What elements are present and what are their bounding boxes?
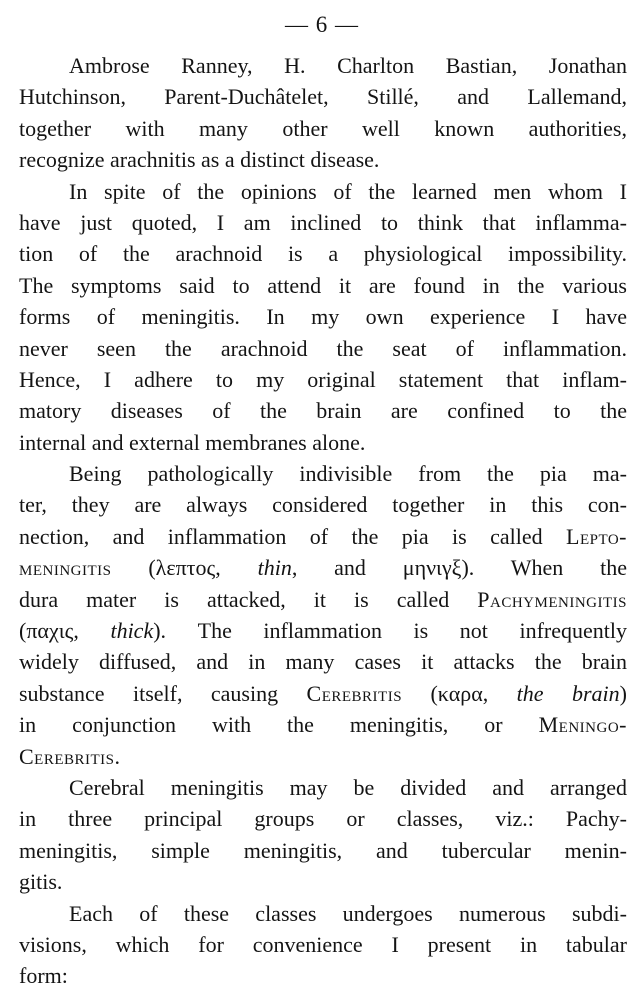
text-line bbox=[19, 960, 627, 991]
text-line bbox=[19, 50, 627, 81]
small-caps-term: Meningo- bbox=[538, 712, 627, 738]
small-caps-term: Cerebritis bbox=[19, 743, 115, 769]
text-run: Ambrose Ranney, H. Charlton Bastian, Jonathan bbox=[69, 53, 627, 78]
text-line bbox=[19, 709, 627, 740]
text-line bbox=[19, 803, 627, 834]
italic-term: thick bbox=[110, 618, 154, 644]
text-run: widely diffused, and in many cases it attacks the brain bbox=[19, 649, 627, 675]
text-line bbox=[19, 395, 627, 426]
text-run: nection, and inflammation of the pia is called bbox=[19, 523, 566, 549]
text-line bbox=[19, 113, 627, 144]
small-caps-term: Cerebritis bbox=[306, 680, 403, 706]
text-line bbox=[19, 646, 627, 677]
text-run: Cerebral meningitis may be divided and arranged bbox=[69, 774, 627, 800]
text-run: together with many other well known authorities, bbox=[19, 115, 627, 141]
text-run: in three principal groups or classes, viz.: Pachy- bbox=[19, 806, 627, 832]
text-run: have just quoted, I am inclined to think that inflamma- bbox=[19, 209, 627, 235]
text-run: gitis. bbox=[19, 869, 63, 895]
text-line bbox=[19, 521, 627, 552]
body-text bbox=[19, 50, 627, 992]
paragraph bbox=[19, 772, 627, 898]
text-line bbox=[19, 144, 627, 175]
text-run: The symptoms said to attend it are found in the various bbox=[19, 272, 627, 298]
text-line bbox=[19, 489, 627, 520]
text-run: substance itself, causing bbox=[19, 680, 307, 706]
italic-term: thin bbox=[257, 555, 292, 581]
text-line bbox=[19, 364, 627, 395]
text-line bbox=[19, 741, 627, 772]
text-run: ter, they are always considered together in this con- bbox=[19, 492, 627, 518]
text-line bbox=[19, 301, 627, 332]
text-run: ) bbox=[619, 680, 627, 706]
text-run: (λεπτος, bbox=[111, 555, 258, 581]
text-line bbox=[19, 678, 627, 709]
small-caps-term: meningitis bbox=[19, 555, 112, 581]
text-run: in conjunction with the meningitis, or bbox=[19, 712, 539, 738]
text-line bbox=[19, 584, 627, 615]
text-run: , and μηνιγξ). When the bbox=[291, 555, 627, 581]
small-caps-term: Pachymeningitis bbox=[477, 586, 627, 612]
text-run: . bbox=[114, 743, 121, 769]
text-run: internal and external membranes alone. bbox=[19, 429, 366, 455]
text-line bbox=[19, 333, 627, 364]
text-run: ). The inflammation is not infrequently bbox=[153, 618, 627, 644]
text-run: meningitis, simple meningitis, and tubercular menin- bbox=[19, 837, 627, 863]
text-run: tion of the arachnoid is a physiological impossibility. bbox=[19, 241, 627, 267]
text-run: visions, which for convenience I present in tabular bbox=[19, 931, 627, 957]
text-run: forms of meningitis. In my own experience I have bbox=[19, 304, 627, 330]
text-line bbox=[19, 176, 627, 207]
text-run: In spite of the opinions of the learned men whom I bbox=[69, 178, 627, 204]
page-number: — 6 — bbox=[285, 12, 359, 37]
paragraph bbox=[19, 898, 627, 992]
paragraph bbox=[19, 458, 627, 772]
text-line bbox=[19, 866, 627, 897]
text-run: dura mater is attacked, it is called bbox=[19, 586, 478, 612]
text-run: Each of these classes undergoes numerous subdi- bbox=[69, 900, 627, 926]
text-line bbox=[19, 835, 627, 866]
text-line bbox=[19, 427, 627, 458]
text-line bbox=[19, 772, 627, 803]
paragraph bbox=[19, 50, 627, 176]
text-run: matory diseases of the brain are confined to the bbox=[19, 398, 627, 424]
text-line bbox=[19, 238, 627, 269]
text-line bbox=[19, 615, 627, 646]
text-line bbox=[19, 929, 627, 960]
text-line bbox=[19, 898, 627, 929]
text-run: Hence, I adhere to my original statement that inflam- bbox=[19, 366, 627, 392]
text-run: (καρα, bbox=[402, 680, 517, 706]
text-run: Hutchinson, Parent-Duchâtelet, Stillé, and Lallemand, bbox=[19, 84, 627, 110]
text-run: Being pathologically indivisible from the pia ma- bbox=[69, 461, 627, 487]
text-run: form: bbox=[19, 963, 68, 989]
text-line bbox=[19, 207, 627, 238]
text-line bbox=[19, 458, 627, 489]
text-line bbox=[19, 270, 627, 301]
text-run: never seen the arachnoid the seat of inflammation. bbox=[19, 335, 627, 361]
text-line bbox=[19, 81, 627, 112]
paragraph bbox=[19, 176, 627, 459]
text-line bbox=[19, 552, 627, 583]
text-run: (παχις, bbox=[19, 618, 111, 644]
italic-term: the brain bbox=[516, 680, 620, 706]
text-run: recognize arachnitis as a distinct disease. bbox=[19, 147, 380, 173]
small-caps-term: Lepto- bbox=[566, 523, 627, 549]
